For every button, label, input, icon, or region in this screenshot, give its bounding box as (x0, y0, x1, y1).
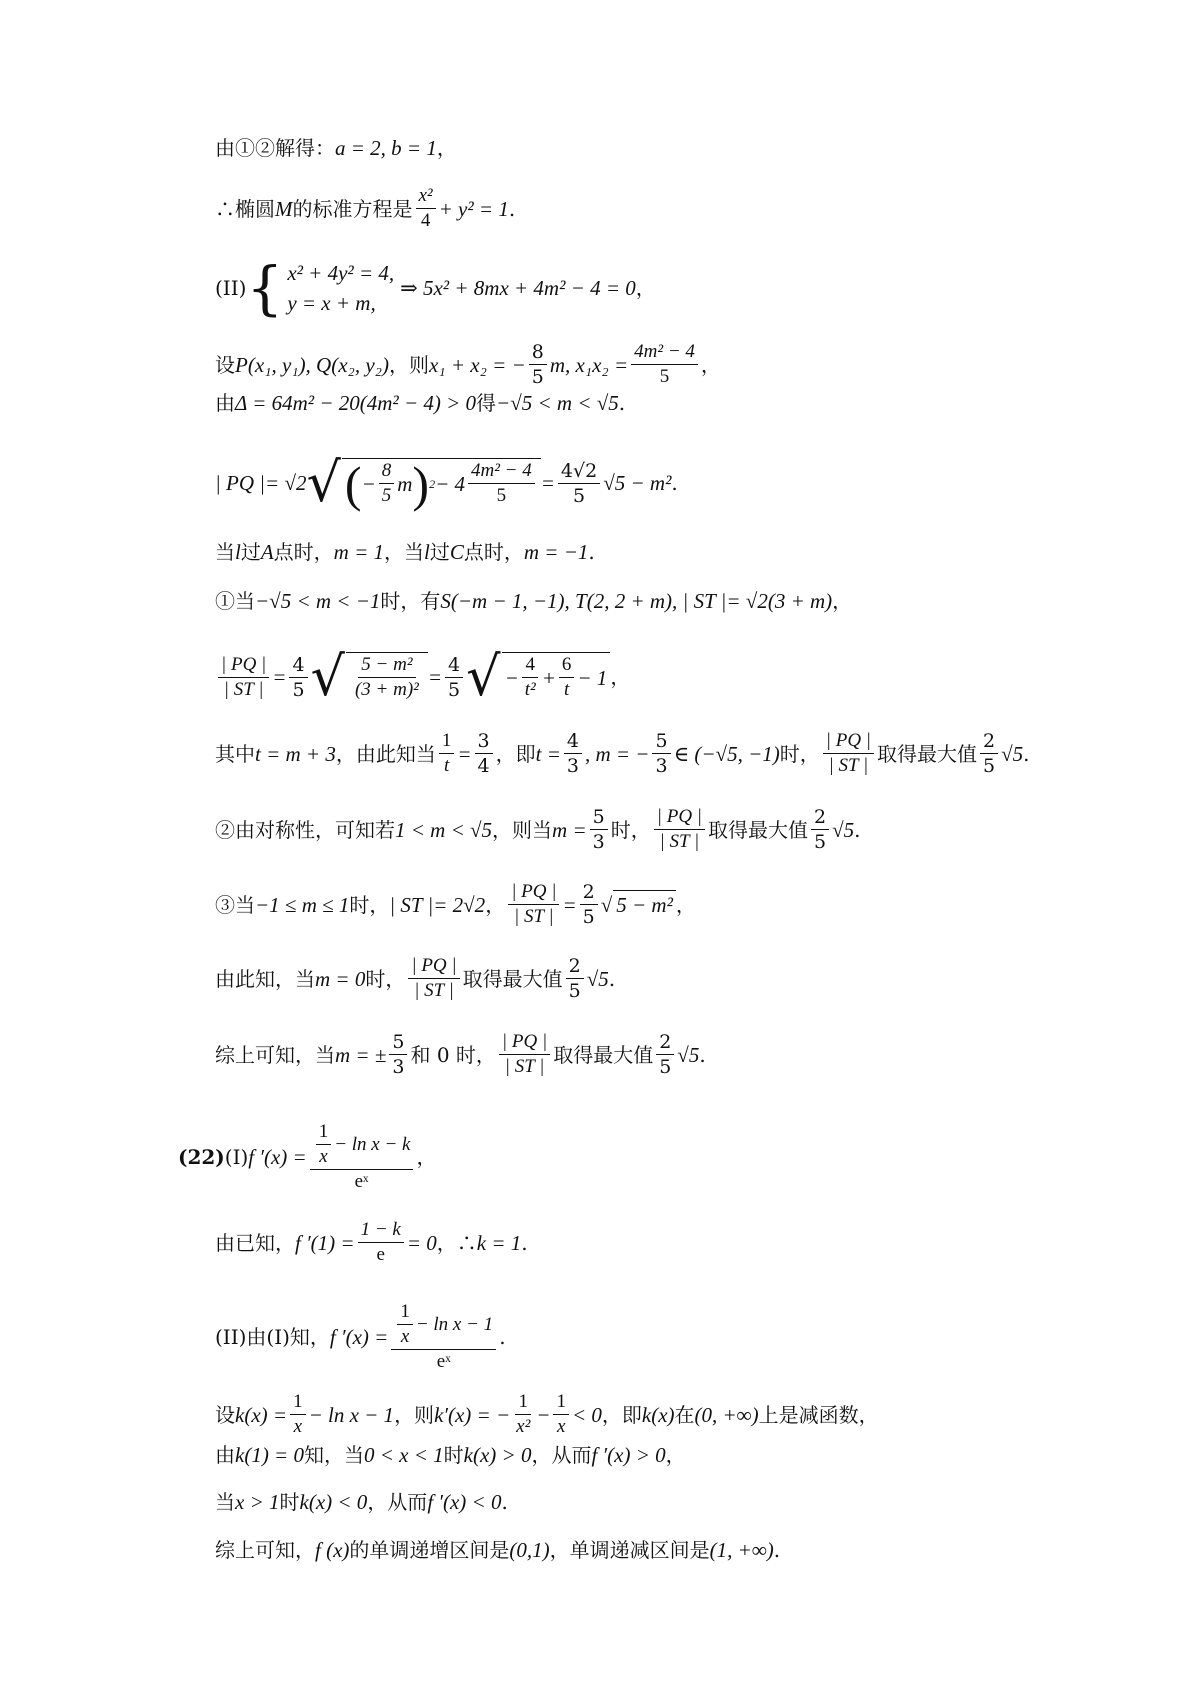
line-define-kx: 设 k(x) = $\frac{1}{x}$ − ln x − 1 ，则 k′(x) = − $\frac{1}{\text{x²}}$ − $\frac{1}{x}$ < 0 ，即 k(x) 在 (0, +∞) 上是减函数， (215, 1391, 879, 1437)
text: ， (675, 892, 696, 917)
text: 综上可知， (215, 1538, 315, 1562)
text: . (618, 391, 626, 415)
radicand: $\frac{\text{5 − m²}}{\text{(3 + m)²}}$ (346, 652, 428, 702)
text: 时，有 (380, 589, 441, 613)
math: √5 (677, 1042, 700, 1067)
math: x > 1 (235, 1490, 280, 1514)
math: k(x) = (235, 1402, 288, 1427)
math: m = −1 (523, 540, 589, 564)
math: A (260, 540, 274, 564)
math: k(x) < 0 (299, 1490, 368, 1514)
math: x₁ + x₂ = − (428, 352, 526, 377)
sqrt-icon: √ (310, 645, 345, 708)
math: f ′(x) < 0 (427, 1490, 502, 1514)
text: ①当 (215, 589, 255, 613)
math: = 0 (406, 1230, 437, 1255)
math: t = m + 3 (255, 741, 336, 766)
fraction: $\frac{2}{5}$ (811, 805, 829, 854)
fraction: $\frac{1 - k}{e}$ (358, 1218, 404, 1267)
math: , m = − (584, 741, 650, 766)
line-vieta (215, 340, 721, 389)
text: . (521, 1230, 528, 1255)
text: ， (416, 1145, 437, 1169)
math: √5 (1001, 741, 1024, 766)
math: √5 (832, 817, 855, 842)
fraction: $\frac{2}{5}$ (980, 729, 998, 778)
fraction: $\frac{3}{4}$ (475, 729, 493, 778)
text: ，从而 (531, 1443, 592, 1467)
math: f ′(x) > 0 (591, 1443, 666, 1467)
text: 当 (215, 540, 235, 564)
line-problem-22-derivative (178, 1120, 436, 1194)
text: ， (485, 892, 506, 917)
text: 时， (610, 817, 651, 842)
radicand: ( − $\frac{8}{5}$ m ) 2 − 4 $\frac{\text{4m² − 4}}{5}$ (342, 458, 541, 508)
problem-number: (22) (178, 1145, 225, 1169)
math: m = ± (335, 1042, 387, 1067)
math: + y² = 1 (438, 196, 509, 221)
text: ， (700, 352, 721, 377)
text: ，则 (394, 1402, 435, 1427)
line-solve-ab (215, 134, 457, 162)
fraction: $\frac{4}{3}$ (564, 729, 582, 778)
math: (1, +∞) (709, 1538, 774, 1562)
line-discriminant (215, 389, 625, 417)
text: 过 (429, 540, 450, 564)
text: 上是减函数， (758, 1402, 879, 1427)
math: k(1) = 0 (235, 1443, 304, 1467)
fraction: $\frac{1}{t}$ (439, 729, 455, 778)
text: 取得最大值 (877, 741, 978, 766)
math: | ST |= 2√2 (389, 892, 486, 917)
math: k(x) > 0 (463, 1443, 532, 1467)
fraction: $\frac{1}{\text{x²}}$ (516, 1391, 531, 1437)
radicand: − $\frac{4}{\text{t²}}$ + $\frac{6}{t}$ − 1 (502, 652, 611, 702)
text: ，即 (601, 1402, 642, 1427)
text: ，当 (384, 540, 425, 564)
text: 设 (215, 352, 235, 377)
math: m = (552, 817, 587, 842)
fraction: $\frac{2}{5}$ (656, 1030, 674, 1079)
line-case-3: ③当 −1 ≤ m ≤ 1 时， | ST |= 2√2 ， $\frac{| PQ |}{| ST |}$ = $\frac{2}{5}$ √ 5 − m² ， (215, 881, 696, 928)
text: . (854, 817, 861, 842)
fraction: $\frac{| PQ |}{| ST |}$ (654, 805, 705, 854)
text: ，则当 (492, 817, 553, 842)
text: 其中 (215, 741, 255, 766)
math: −√5 < m < √5 (496, 391, 619, 415)
line-monotonic-intervals (215, 1536, 780, 1564)
text: . (608, 966, 616, 991)
fraction: $\frac{4√2}{5}$ (558, 459, 600, 508)
text: 时 (279, 1490, 300, 1514)
line-ellipse-equation (215, 184, 515, 233)
fraction: $\frac{4}{5}$ (289, 653, 307, 702)
sqrt-icon: √ (466, 645, 501, 708)
text: . (501, 1490, 508, 1514)
fraction: $\frac{\text{x²}}{4}$ (416, 184, 436, 233)
text: 设 (215, 1402, 235, 1427)
text: ，从而 (367, 1490, 428, 1514)
text: 点时， (463, 540, 524, 564)
math: √5 (586, 966, 609, 991)
fraction: $\frac{8}{5}$ (529, 340, 547, 389)
text: . (699, 1042, 706, 1067)
math: S(−m − 1, −1), T(2, 2 + m), | ST |= √2(3 + m) (440, 589, 833, 613)
fraction: $\frac{5}{3}$ (652, 729, 670, 778)
math: m, x₁x₂ = (549, 352, 629, 377)
text: ②由对称性，可知若 (215, 817, 395, 842)
text: ， (436, 136, 457, 160)
line-find-k (215, 1218, 528, 1267)
text: . (773, 1538, 781, 1562)
fraction: $\frac{| PQ |}{| ST |}$ (508, 880, 559, 929)
math: f ′(x) = (248, 1145, 307, 1169)
math: (0,1) (509, 1538, 550, 1562)
text: 和 0 时， (410, 1042, 496, 1067)
text: ∴椭圆 (215, 196, 275, 221)
math: (0, +∞) (694, 1402, 759, 1427)
line-kx-negative (215, 1488, 508, 1516)
text: ， (610, 665, 631, 689)
brace-icon: { (246, 254, 284, 322)
fraction: $\frac{\text{4m² − 4}}{5}$ (631, 340, 698, 389)
math: M (275, 196, 293, 221)
equation-system: x² + 4y² = 4, y = x + m, (287, 261, 395, 315)
math: f ′(1) = (295, 1230, 355, 1255)
text: . (588, 540, 595, 564)
text: . (1023, 741, 1030, 766)
text: 取得最大值 (553, 1042, 654, 1067)
fraction: $\frac{4}{5}$ (445, 653, 463, 702)
math: ∈ (−√5, −1) (673, 741, 780, 766)
text: 时， (779, 741, 820, 766)
math: m = 1 (333, 540, 385, 564)
text: 的标准方程是 (292, 196, 413, 221)
line-conclusion-21 (215, 1030, 706, 1079)
math: k = 1 (476, 1230, 522, 1255)
fraction: $\frac{\text{4m² − 4}}{5}$ (468, 459, 535, 508)
text: 当 (215, 1490, 235, 1514)
text: 过 (240, 540, 261, 564)
line-case-3-max (215, 954, 615, 1003)
math: l (235, 540, 241, 564)
text: ，单调递减区间是 (549, 1538, 710, 1562)
line-system (215, 254, 656, 322)
fraction: $\frac{| PQ |}{| ST |}$ (218, 653, 269, 702)
math: k′(x) = − (434, 1402, 511, 1427)
text: 由已知， (215, 1230, 295, 1255)
math: −√5 < m < −1 (255, 589, 381, 613)
math: f ′(x) = (329, 1325, 389, 1349)
math: √ (600, 892, 613, 917)
text: 得 (476, 391, 497, 415)
text: ，∴ (436, 1230, 477, 1255)
text: ， (832, 589, 853, 613)
text: 取得最大值 (462, 966, 563, 991)
line-line-through-points (215, 538, 595, 566)
math: C (449, 540, 464, 564)
math: √5 − m² (603, 471, 672, 495)
text: ， (665, 1443, 686, 1467)
math: − ln x − 1 (308, 1402, 395, 1427)
text: 取得最大值 (708, 817, 809, 842)
text: 时， (365, 966, 406, 991)
text: 时 (443, 1443, 464, 1467)
math: 0 < x < 1 (363, 1443, 444, 1467)
text: 时， (349, 892, 390, 917)
text: 由此知，当 (215, 966, 315, 991)
fraction: $\frac{| PQ |}{| ST |}$ (408, 954, 459, 1003)
text: . (508, 196, 516, 221)
math: −1 ≤ m ≤ 1 (255, 892, 350, 917)
line-chord-length (215, 451, 678, 514)
fraction: $\frac{| PQ |}{| ST |}$ (823, 729, 874, 778)
math: Δ = 64m² − 20(4m² − 4) > 0 (235, 391, 477, 415)
text: (II)由(I)知， (215, 1325, 330, 1349)
sqrt-icon: √ (306, 451, 341, 514)
math: = (540, 471, 555, 495)
math: | PQ |= √2 (215, 471, 307, 495)
text: (II) (215, 276, 247, 300)
text: 在 (674, 1402, 695, 1427)
text: (I) (224, 1145, 249, 1169)
text: ③当 (215, 892, 255, 917)
math: t = (535, 741, 561, 766)
fraction: $\frac{1}{x}$ − ln x − 1 eˣ (391, 1300, 496, 1374)
math: P(x₁, y₁), Q(x₂, y₂) (235, 352, 389, 377)
text: 综上可知，当 (215, 1042, 335, 1067)
math: < 0 (571, 1402, 602, 1427)
fraction: $\frac{5}{3}$ (389, 1030, 407, 1079)
text: ，则 (388, 352, 429, 377)
text: 由 (215, 1443, 235, 1467)
text: ， (635, 276, 656, 300)
math: l (424, 540, 430, 564)
line-case-1 (215, 587, 852, 615)
line-ratio: $\frac{| PQ |}{| ST |}$ = $\frac{4}{5}$ √ $\frac{\text{5 − m²}}{\text{(3 + m)²}}$ = $\frac{4}{5}$ √ − $\frac{4}{\text{t²}}$ + $\frac{6}{t}$ − 1 ， (215, 652, 630, 702)
math: 1 < m < √5 (395, 817, 493, 842)
line-kx-positive (215, 1441, 686, 1469)
fraction: $\frac{1}{x}$ − ln x − k eˣ (310, 1120, 414, 1194)
line-case-2 (215, 805, 861, 854)
text: 由 (215, 391, 235, 415)
fraction: $\frac{| PQ |}{| ST |}$ (499, 1030, 550, 1079)
fraction: $\frac{2}{5}$ (580, 880, 598, 929)
text: . (671, 471, 678, 495)
text: . (499, 1325, 506, 1349)
radicand: 5 − m² (613, 890, 676, 919)
math: ⇒ 5x² + 8mx + 4m² − 4 = 0 (400, 276, 636, 300)
text: 知，当 (303, 1443, 364, 1467)
fraction: $\frac{2}{5}$ (566, 954, 584, 1003)
fraction: $\frac{1}{x}$ (290, 1390, 306, 1439)
math: m = 0 (315, 966, 366, 991)
text: 由①②解得： (215, 136, 335, 160)
fraction: $\frac{5}{3}$ (590, 805, 608, 854)
fraction: $\frac{1}{x}$ (553, 1390, 569, 1439)
text: ，即 (495, 741, 536, 766)
text: ，由此知当 (335, 741, 436, 766)
math: f (x) (315, 1538, 350, 1562)
fraction: $\frac{8}{5}$ (379, 459, 395, 508)
text: 的单调递增区间是 (349, 1538, 510, 1562)
text: 点时， (273, 540, 334, 564)
line-case-1-max: 其中 t = m + 3 ，由此知当 $\frac{1}{t}$ = $\frac{3}{4}$ ，即 t = $\frac{4}{3}$ , m = − $\frac{5}{3}$ ∈ (−√5, −1) 时， $\frac{| PQ |}{| ST |}$ 取得最大值 $\frac{2}{5}$ √5 . (215, 730, 1030, 777)
math: k(x) (641, 1402, 675, 1427)
math: a = 2, b = 1 (335, 136, 437, 160)
line-derivative-k1 (215, 1300, 506, 1374)
